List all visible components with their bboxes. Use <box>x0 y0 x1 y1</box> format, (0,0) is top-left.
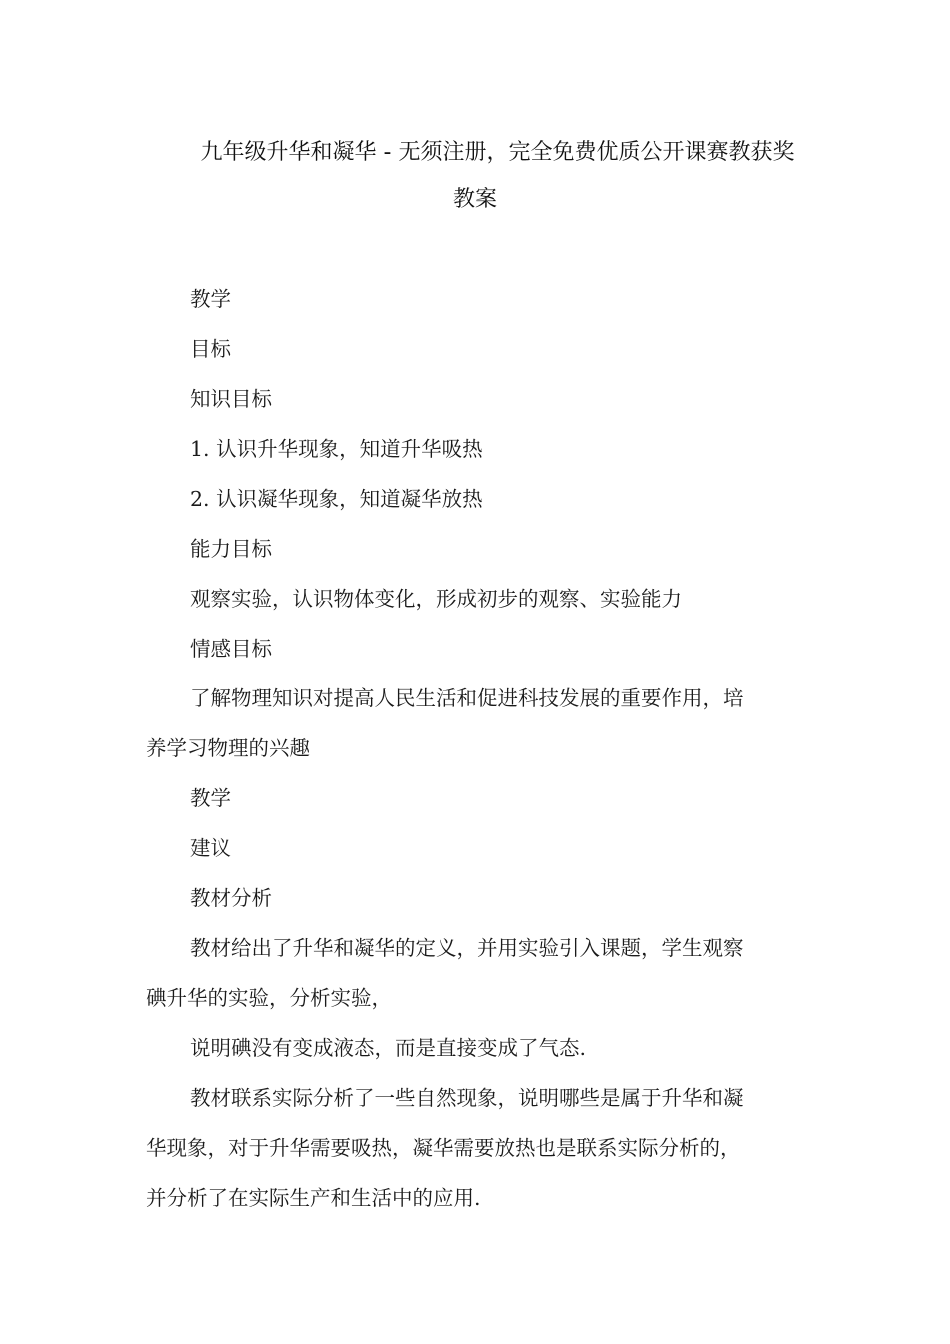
body-line: 并分析了在实际生产和生活中的应用. <box>146 1186 481 1210</box>
body-line: 说明碘没有变成液态，而是直接变成了气态. <box>190 1036 587 1060</box>
body-line: 情感目标 <box>190 637 272 661</box>
body-line: 目标 <box>190 337 231 361</box>
body-line: 教材给出了升华和凝华的定义，并用实验引入课题，学生观察 <box>190 936 744 960</box>
body-line: 知识目标 <box>190 387 272 411</box>
body-line: 养学习物理的兴趣 <box>146 736 310 760</box>
body-line: 教材分析 <box>190 886 272 910</box>
body-line: 华现象，对于升华需要吸热，凝华需要放热也是联系实际分析的， <box>146 1136 741 1160</box>
body-line: 了解物理知识对提高人民生活和促进科技发展的重要作用，培 <box>190 686 744 710</box>
body-line: 2. 认识凝华现象，知道凝华放热 <box>190 487 483 511</box>
body-line: 1. 认识升华现象，知道升华吸热 <box>190 437 483 461</box>
document-title-line-1: 九年级升华和凝华 - 无须注册，完全免费优质公开课赛教获奖 <box>200 140 795 165</box>
document-title-line-2: 教案 <box>452 187 497 212</box>
body-line: 观察实验，认识物体变化，形成初步的观察、实验能力 <box>190 587 682 611</box>
body-line: 教学 <box>190 786 231 810</box>
body-line: 教学 <box>190 287 231 311</box>
body-line: 建议 <box>190 836 231 860</box>
body-line: 教材联系实际分析了一些自然现象，说明哪些是属于升华和凝 <box>190 1086 744 1110</box>
body-line: 碘升华的实验，分析实验， <box>146 986 392 1010</box>
body-line: 能力目标 <box>190 537 272 561</box>
